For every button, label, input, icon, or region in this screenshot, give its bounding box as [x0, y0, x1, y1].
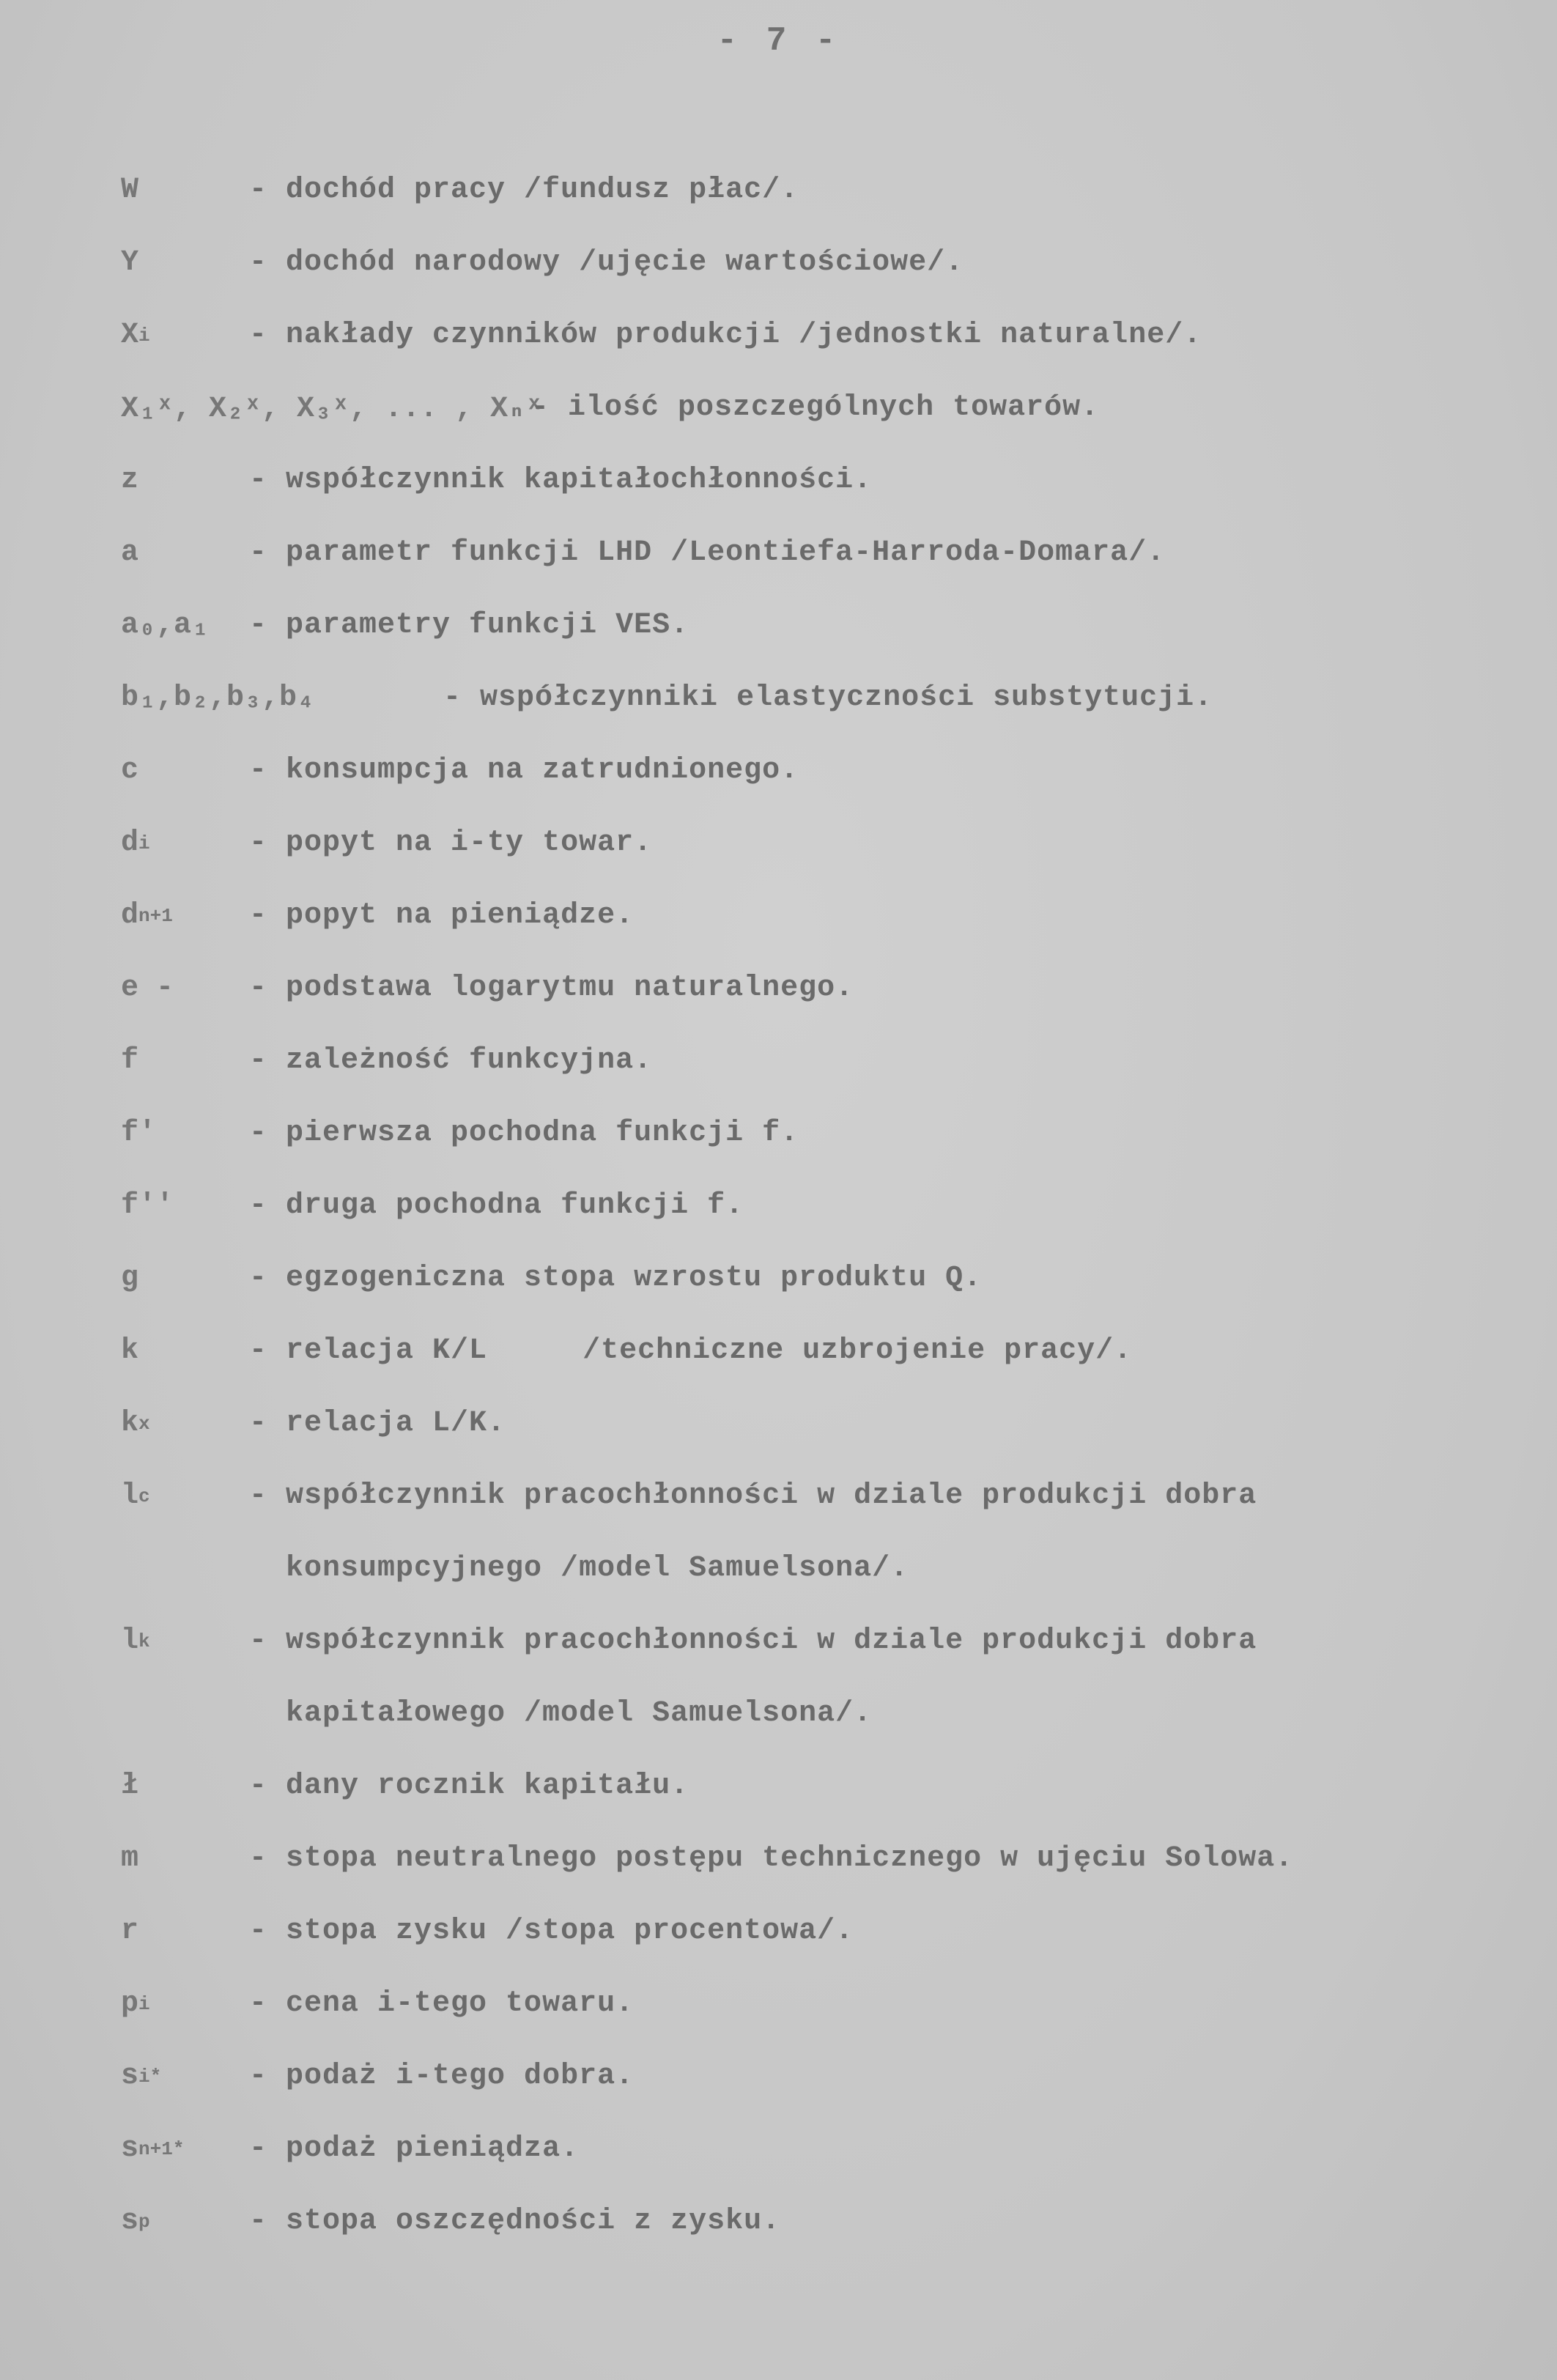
- description-text: - egzogeniczna stopa wzrostu produktu Q.: [249, 1262, 983, 1295]
- glossary-entry: [121, 1605, 1513, 1677]
- entry-description: [531, 372, 1099, 444]
- symbol-base: g: [121, 1262, 139, 1295]
- description-text: - stopa oszczędności z zysku.: [249, 2205, 781, 2238]
- symbol-subscript: k: [138, 1630, 150, 1652]
- entry-description: [249, 226, 964, 299]
- symbol-base: b₁,b₂,b₃,b₄: [121, 681, 315, 714]
- entry-symbol: [121, 226, 138, 299]
- entry-symbol: [121, 589, 209, 662]
- entry-description: [249, 2113, 579, 2185]
- entry-symbol: [121, 662, 314, 734]
- entry-description: [249, 879, 634, 952]
- glossary-entry: [121, 2040, 1513, 2113]
- glossary-entry: [121, 662, 1513, 734]
- entry-description: [249, 952, 854, 1024]
- continuation-text: kapitałowego /model Samuelsona/.: [286, 1697, 873, 1730]
- symbol-base: s: [121, 2205, 139, 2238]
- entry-symbol: [121, 807, 150, 879]
- entry-symbol: [121, 517, 138, 589]
- symbol-base: d: [121, 827, 139, 860]
- description-text: - konsumpcja na zatrudnionego.: [249, 754, 799, 787]
- symbol-base: Y: [121, 246, 139, 279]
- symbol-base: f'': [121, 1189, 174, 1222]
- entry-description: [249, 807, 652, 879]
- symbol-base: k: [121, 1407, 139, 1440]
- entry-description: [249, 1822, 1293, 1895]
- entry-symbol: [121, 1895, 138, 1967]
- entry-description: [249, 589, 689, 662]
- symbol-list: [121, 154, 1513, 2258]
- entry-description: [249, 1242, 982, 1315]
- entry-description: [249, 154, 799, 226]
- glossary-entry-continuation: [121, 1532, 1513, 1605]
- glossary-entry: [121, 879, 1513, 952]
- entry-symbol: [121, 1169, 174, 1242]
- glossary-entry: [121, 1822, 1513, 1895]
- symbol-base: W: [121, 174, 139, 207]
- entry-description: [249, 444, 872, 517]
- symbol-base: s: [121, 2060, 139, 2093]
- symbol-base: f: [121, 1044, 139, 1077]
- description-text: - współczynnik kapitałochłonności.: [249, 464, 873, 497]
- description-text: - dochód pracy /fundusz płac/.: [249, 174, 799, 207]
- glossary-entry: [121, 1750, 1513, 1822]
- glossary-entry: [121, 1242, 1513, 1315]
- entry-description: [249, 1097, 799, 1169]
- description-text: - stopa neutralnego postępu technicznego w ujęciu Solowa.: [249, 1842, 1294, 1875]
- symbol-base: a: [121, 536, 139, 569]
- description-text: - podaż pieniądza.: [249, 2132, 580, 2165]
- description-text: - podaż i-tego dobra.: [249, 2060, 635, 2093]
- description-text: - zależność funkcyjna.: [249, 1044, 653, 1077]
- entry-symbol: [121, 1605, 150, 1677]
- entry-symbol: [121, 1315, 138, 1387]
- entry-description: [443, 662, 1213, 734]
- glossary-entry: [121, 1967, 1513, 2040]
- glossary-entry: [121, 444, 1513, 517]
- entry-description: [249, 299, 1202, 372]
- glossary-entry: [121, 589, 1513, 662]
- description-text: - popyt na i-ty towar.: [249, 827, 653, 860]
- symbol-base: z: [121, 464, 139, 497]
- description-text: - współczynniki elastyczności substytucji.: [443, 681, 1213, 714]
- symbol-subscript: i: [138, 1992, 150, 2015]
- description-text: - pierwsza pochodna funkcji f.: [249, 1117, 799, 1150]
- entry-symbol: [121, 372, 543, 444]
- entry-description: [249, 1967, 634, 2040]
- symbol-base: l: [121, 1479, 139, 1512]
- symbol-base: s: [121, 2132, 139, 2165]
- symbol-base: e -: [121, 972, 174, 1005]
- symbol-subscript: i: [138, 2065, 150, 2088]
- description-text: - relacja K/L: [249, 1334, 488, 1367]
- page-number: - 7 -: [717, 22, 840, 60]
- entry-description: [249, 734, 799, 807]
- description-text: - parametry funkcji VES.: [249, 609, 689, 642]
- entry-description: [249, 2040, 634, 2113]
- description-note: /techniczne uzbrojenie pracy/.: [583, 1334, 1133, 1367]
- entry-description: [249, 1169, 744, 1242]
- symbol-subscript: c: [138, 1485, 150, 1507]
- symbol-base: d: [121, 899, 139, 932]
- glossary-entry: [121, 1895, 1513, 1967]
- entry-symbol: [121, 444, 138, 517]
- entry-symbol: [121, 1097, 156, 1169]
- description-text: - ilość poszczególnych towarów.: [531, 391, 1100, 424]
- entry-symbol: [121, 952, 174, 1024]
- symbol-base: l: [121, 1625, 139, 1658]
- description-text: - nakłady czynników produkcji /jednostki naturalne/.: [249, 319, 1202, 352]
- entry-symbol: [121, 2040, 161, 2113]
- symbol-superscript: x: [138, 1412, 150, 1435]
- entry-symbol: [121, 2185, 150, 2258]
- glossary-entry: [121, 807, 1513, 879]
- symbol-base: m: [121, 1842, 139, 1875]
- glossary-entry: [121, 1460, 1513, 1532]
- glossary-entry: [121, 372, 1513, 444]
- entry-symbol: [121, 1242, 138, 1315]
- symbol-base: a₀,a₁: [121, 609, 210, 642]
- description-text: - dany rocznik kapitału.: [249, 1770, 689, 1803]
- entry-symbol: [121, 1967, 150, 2040]
- glossary-entry: [121, 1024, 1513, 1097]
- glossary-entry: [121, 952, 1513, 1024]
- symbol-subscript: n+1: [138, 2137, 173, 2160]
- entry-symbol: [121, 1024, 138, 1097]
- entry-description: [249, 1750, 689, 1822]
- description-text: - współczynnik pracochłonności w dziale produkcji dobra: [249, 1479, 1257, 1512]
- symbol-subscript: p: [138, 2210, 150, 2233]
- symbol-base: X: [121, 319, 139, 352]
- symbol-superscript: *: [149, 2065, 162, 2088]
- entry-symbol: [121, 1750, 138, 1822]
- glossary-entry: [121, 734, 1513, 807]
- symbol-base: r: [121, 1915, 139, 1948]
- glossary-entry: [121, 1169, 1513, 1242]
- entry-description: [249, 2185, 780, 2258]
- symbol-subscript: i: [138, 324, 150, 347]
- entry-symbol: [121, 299, 150, 372]
- description-text: - popyt na pieniądze.: [249, 899, 635, 932]
- symbol-subscript: n+1: [138, 904, 173, 927]
- entry-description: [249, 1387, 506, 1460]
- entry-symbol: [121, 2113, 184, 2185]
- description-text: - współczynnik pracochłonności w dziale produkcji dobra: [249, 1625, 1257, 1658]
- glossary-entry-continuation: [121, 1677, 1513, 1750]
- entry-description: [249, 1315, 1132, 1387]
- symbol-base: p: [121, 1987, 139, 2020]
- symbol-base: ł: [121, 1770, 139, 1803]
- symbol-superscript: *: [172, 2137, 185, 2160]
- entry-description: [249, 1460, 1257, 1532]
- entry-description: [249, 517, 1165, 589]
- glossary-entry: [121, 517, 1513, 589]
- entry-symbol: [121, 734, 138, 807]
- glossary-entry: [121, 154, 1513, 226]
- glossary-entry: [121, 2185, 1513, 2258]
- glossary-entry: [121, 226, 1513, 299]
- entry-symbol: [121, 1460, 150, 1532]
- description-text: - podstawa logarytmu naturalnego.: [249, 972, 854, 1005]
- description-text: - druga pochodna funkcji f.: [249, 1189, 744, 1222]
- symbol-base: c: [121, 754, 139, 787]
- entry-symbol: [121, 154, 138, 226]
- symbol-subscript: i: [138, 832, 150, 854]
- entry-description: [249, 1605, 1257, 1677]
- glossary-entry: [121, 2113, 1513, 2185]
- entry-symbol: [121, 1387, 150, 1460]
- description-text: - relacja L/K.: [249, 1407, 506, 1440]
- entry-description: [249, 1895, 854, 1967]
- description-text: - cena i-tego towaru.: [249, 1987, 635, 2020]
- description-text: - parametr funkcji LHD /Leontiefa-Harroda-Domara/.: [249, 536, 1166, 569]
- glossary-entry: [121, 1315, 1513, 1387]
- entry-symbol: [121, 1822, 138, 1895]
- description-text: - dochód narodowy /ujęcie wartościowe/.: [249, 246, 964, 279]
- glossary-entry: [121, 1097, 1513, 1169]
- entry-symbol: [121, 879, 173, 952]
- glossary-entry: [121, 299, 1513, 372]
- symbol-base: k: [121, 1334, 139, 1367]
- continuation-text: konsumpcyjnego /model Samuelsona/.: [286, 1552, 909, 1585]
- description-text: - stopa zysku /stopa procentowa/.: [249, 1915, 854, 1948]
- glossary-entry: [121, 1387, 1513, 1460]
- symbol-base: f': [121, 1117, 157, 1150]
- entry-description: [249, 1024, 652, 1097]
- symbol-base: X₁ˣ, X₂ˣ, X₃ˣ, ... , Xₙˣ: [121, 393, 544, 426]
